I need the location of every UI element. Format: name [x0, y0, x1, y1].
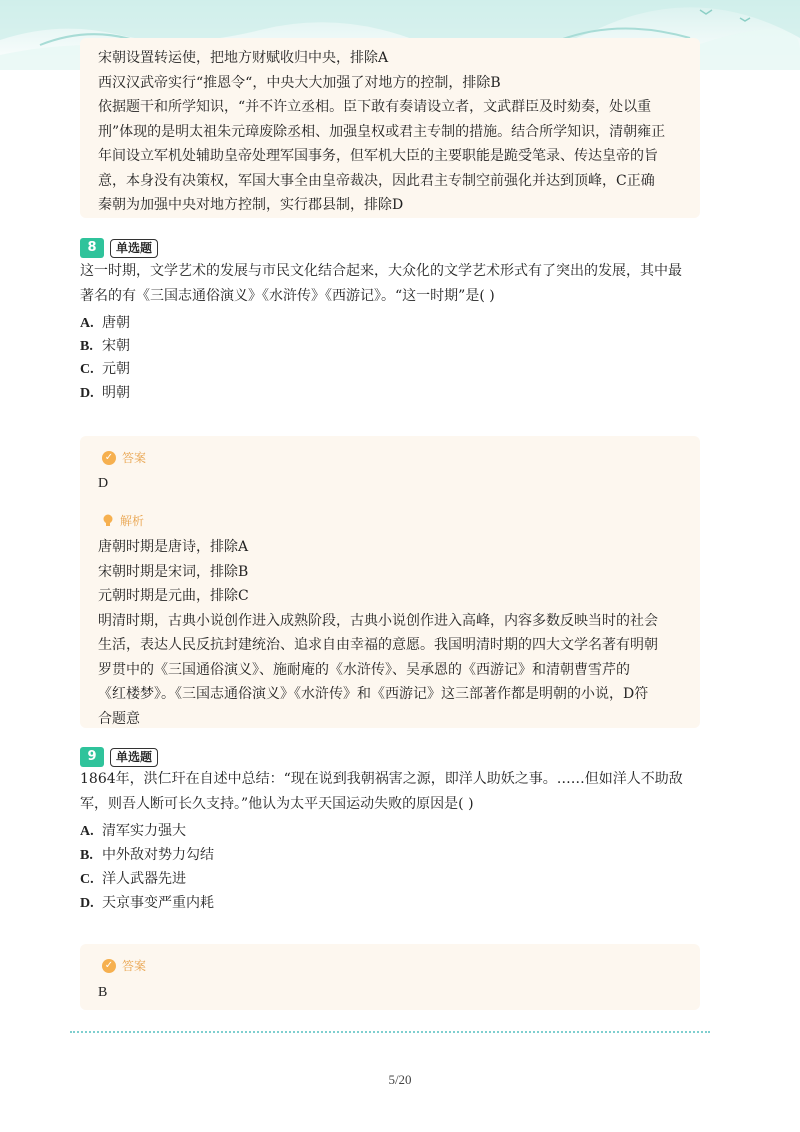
check-circle-icon: ✓ — [102, 959, 116, 973]
option-letter: A. — [80, 824, 94, 839]
analysis-line: 《红楼梦》。《三国志通俗演义》《水浒传》和《西游记》这三部著作都是明朝的小说，D符 — [98, 686, 649, 702]
previous-analysis-text — [98, 46, 665, 218]
analysis-line: 秦朝为加强中央对地方控制，实行郡县制，排除D — [98, 197, 404, 213]
check-circle-icon: ✓ — [102, 451, 116, 465]
option-d[interactable] — [80, 383, 130, 404]
option-letter: B. — [80, 848, 93, 863]
option-text: 中外敌对势力勾结 — [102, 847, 214, 863]
question-8-header — [80, 238, 158, 258]
option-c[interactable] — [80, 359, 130, 380]
option-text: 天京事变严重内耗 — [102, 895, 214, 911]
answer-value: B — [98, 985, 108, 1000]
answer-label: 答案 — [122, 451, 147, 465]
analysis-line: 生活，表达人民反抗封建统治、追求自由幸福的意愿。我国明清时期的四大文学名著有明朝 — [98, 637, 658, 653]
stem-line: 1864年，洪仁玕在自述中总结：“现在说到我朝祸害之源，即洋人助妖之事。……但如洋人不助敌 — [80, 771, 683, 787]
analysis-line: 罗贯中的《三国通俗演义》、施耐庵的《水浒传》、吴承恩的《西游记》和清朝曹雪芹的 — [98, 661, 630, 678]
stem-line: 军，则吾人断可长久支持。”他认为太平天国运动失败的原因是( ) — [80, 796, 474, 812]
answer-tag — [102, 449, 146, 466]
analysis-tag — [102, 512, 144, 529]
analysis-line: 合题意 — [98, 710, 140, 727]
question-8-analysis — [98, 535, 658, 731]
option-letter: C. — [80, 362, 94, 377]
option-a[interactable] — [80, 313, 130, 334]
question-number: 9 — [80, 747, 104, 767]
answer-tag — [102, 957, 146, 974]
answer-label: 答案 — [122, 959, 147, 973]
analysis-line: 西汉汉武帝实行“推恩令“，中央大大加强了对地方的控制，排除B — [98, 74, 501, 91]
analysis-line: 宋朝时期是宋词，排除B — [98, 563, 249, 580]
question-type-badge: 单选题 — [110, 239, 158, 258]
option-b[interactable] — [80, 336, 130, 357]
question-9-stem — [80, 767, 683, 817]
analysis-label: 解析 — [120, 514, 145, 528]
analysis-line: 依据题干和所学知识，“并不许立丞相。臣下敢有奏请设立者，文武群臣及时劾奏，处以重 — [98, 99, 652, 115]
option-text: 元朝 — [102, 361, 130, 377]
analysis-line: 意，本身没有决策权，军国大事全由皇帝裁决，因此君主专制空前强化并达到顶峰，C正确 — [98, 172, 655, 189]
analysis-line: 元朝时期是元曲，排除C — [98, 588, 249, 604]
page-number: 5/20 — [388, 1072, 412, 1087]
lightbulb-icon — [102, 514, 114, 528]
option-letter: A. — [80, 316, 94, 331]
option-letter: B. — [80, 339, 93, 354]
analysis-line: 宋朝设置转运使，把地方财赋收归中央，排除A — [98, 50, 389, 66]
analysis-line: 明清时期，古典小说创作进入成熟阶段，古典小说创作进入高峰，内容多数反映当时的社会 — [98, 612, 658, 629]
question-9-answer-card — [80, 944, 700, 1010]
option-b[interactable] — [80, 845, 214, 866]
option-text: 洋人武器先进 — [102, 871, 186, 887]
analysis-line: 年间设立军机处辅助皇帝处理军国事务，但军机大臣的主要职能是跪受笔录、传达皇帝的旨 — [98, 148, 658, 164]
option-text: 明朝 — [102, 385, 130, 401]
footer-divider — [70, 1031, 710, 1033]
option-d[interactable] — [80, 893, 214, 914]
option-letter: D. — [80, 896, 94, 911]
analysis-line: 唐朝时期是唐诗，排除A — [98, 539, 249, 555]
question-8-stem — [80, 259, 682, 309]
stem-line: 这一时期，文学艺术的发展与市民文化结合起来，大众化的文学艺术形式有了突出的发展，其中最 — [80, 263, 682, 279]
option-letter: C. — [80, 872, 94, 887]
option-letter: D. — [80, 386, 94, 401]
option-a[interactable] — [80, 821, 186, 842]
question-number: 8 — [80, 238, 104, 258]
option-text: 宋朝 — [102, 338, 130, 354]
option-text: 清军实力强大 — [102, 823, 186, 839]
question-9-header — [80, 747, 158, 767]
option-c[interactable] — [80, 869, 186, 890]
question-type-badge: 单选题 — [110, 748, 158, 767]
analysis-line: 刑”体现的是明太祖朱元璋废除丞相、加强皇权或君主专制的措施。结合所学知识，清朝雍正 — [98, 123, 666, 140]
answer-value: D — [98, 476, 109, 491]
option-text: 唐朝 — [102, 315, 130, 331]
stem-line: 著名的有《三国志通俗演义》《水浒传》《西游记》。“这一时期”是( ) — [80, 288, 495, 304]
